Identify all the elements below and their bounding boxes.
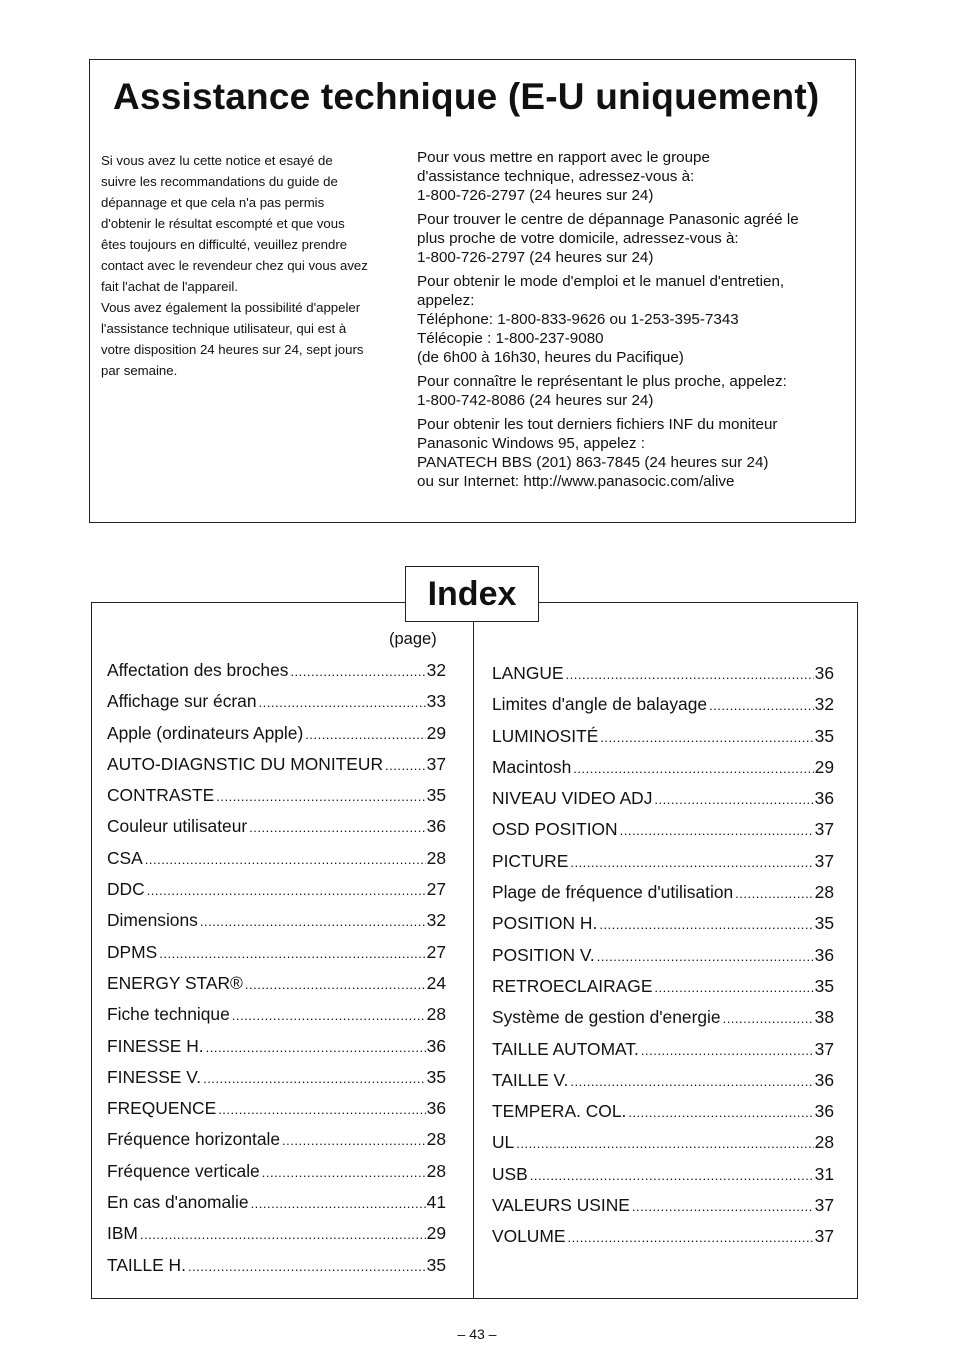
index-entry [107,1124,446,1155]
index-term: Fréquence verticale [107,1160,260,1181]
assistance-line: ou sur Internet: http://www.panasocic.com/alive [417,473,735,490]
dot-leader [573,753,813,783]
assistance-title: Assistance technique (E-U uniquement) [113,76,820,117]
dot-leader [206,1032,426,1062]
index-entry [107,1062,446,1093]
assistance-left-line: suivre les recommandations du guide de [101,174,338,189]
index-term: RETROECLAIRAGE [492,975,653,996]
assistance-paragraph [417,415,853,491]
dot-leader [147,875,426,905]
index-entry [492,1065,834,1096]
dot-leader [290,656,425,686]
dot-leader [530,1160,814,1190]
assistance-line: Pour vous mettre en rapport avec le groupe [417,149,710,166]
index-term: POSITION H. [492,913,598,934]
index-entry [492,846,834,877]
index-term: Macintosh [492,756,572,777]
index-page-number: 28 [814,882,834,903]
index-page-number: 36 [814,663,834,683]
dot-leader [723,1003,814,1033]
dot-leader [632,1191,814,1221]
assistance-paragraph [417,272,853,367]
dot-leader [282,1125,426,1155]
index-entry [492,689,834,720]
index-entry [492,940,834,971]
dot-leader [216,781,425,811]
index-entry [107,1250,446,1281]
index-term: USB [492,1163,528,1184]
index-entry [492,783,834,814]
index-page-number: 27 [426,879,446,900]
index-term: CSA [107,847,143,868]
index-term: CONTRASTE [107,785,215,806]
index-entry [492,1190,834,1221]
index-page-number: 36 [814,944,834,965]
assistance-line: Pour obtenir le mode d'emploi et le manuel d'entretien, [417,273,785,290]
index-term: FREQUENCE [107,1098,217,1119]
index-term: POSITION V. [492,944,595,965]
index-entry [107,937,446,968]
index-entry [492,721,834,752]
index-term: FINESSE V. [107,1066,202,1087]
index-title: Index [427,575,517,613]
index-page-label: (page) [389,630,437,648]
dot-leader [385,750,426,780]
index-term: TAILLE H. [107,1254,186,1275]
index-page-number: 37 [426,753,446,774]
index-term: VOLUME [492,1226,566,1247]
index-page-number: 37 [814,850,834,871]
index-entry [492,1096,834,1127]
dot-leader [203,1063,426,1093]
index-entry [492,1034,834,1065]
page-number: – 43 – [457,1326,497,1342]
index-term: DPMS [107,941,158,962]
index-entry [107,718,446,749]
index-page-number: 36 [814,1069,834,1090]
index-page-number: 29 [426,1223,446,1244]
index-page-number: 28 [426,1129,446,1150]
index-page-number: 35 [426,785,446,806]
index-term: Limites d'angle de balayage [492,694,708,715]
index-page-number: 33 [426,691,446,712]
assistance-line: 1-800-726-2797 (24 heures sur 24) [417,249,654,266]
assistance-right-text [417,148,853,496]
index-column-divider [473,622,474,1298]
dot-leader [145,844,426,874]
assistance-left-text [101,150,411,381]
assistance-left-line: l'assistance technique utilisateur, qui est à [101,321,347,336]
dot-leader [262,1157,426,1187]
dot-leader [597,941,814,971]
dot-leader [599,909,813,939]
assistance-line: Pour connaître le représentant le plus proche, appelez: [417,373,787,390]
index-term: Fréquence horizontale [107,1129,281,1150]
assistance-left-line: êtes toujours en difficulté, veuillez prendre [101,237,348,252]
dot-leader [641,1035,814,1065]
dot-leader [600,722,813,752]
assistance-line: appelez: [417,292,475,309]
index-term: TAILLE AUTOMAT. [492,1038,639,1059]
index-term: Fiche technique [107,1004,230,1025]
assistance-line: Panasonic Windows 95, appelez : [417,435,645,452]
dot-leader [628,1097,813,1127]
assistance-left-line: votre disposition 24 heures sur 24, sept jours [101,342,364,357]
index-entry [107,999,446,1030]
index-page-number: 36 [814,1101,834,1122]
index-entry [107,1218,446,1249]
assistance-line: 1-800-726-2797 (24 heures sur 24) [417,187,654,204]
dot-leader [620,815,814,845]
index-term: UL [492,1132,515,1153]
assistance-left-line: Si vous avez lu cette notice et esayé de [101,153,333,168]
index-entry [492,908,834,939]
index-page-number: 36 [814,788,834,809]
index-entry [492,971,834,1002]
index-page-number: 29 [426,722,446,743]
index-entry [492,658,834,689]
index-entry [107,749,446,780]
assistance-paragraph [417,372,853,410]
index-entry [107,1093,446,1124]
index-page-number: 36 [426,1035,446,1056]
dot-leader [654,784,813,814]
index-entry [492,1127,834,1158]
assistance-line: Téléphone: 1-800-833-9626 ou 1-253-395-7343 [417,311,739,328]
assistance-paragraph [417,210,853,267]
index-entry [492,1159,834,1190]
index-page-number: 32 [426,910,446,931]
index-term: OSD POSITION [492,819,618,840]
assistance-line: (de 6h00 à 16h30, heures du Pacifique) [417,349,684,366]
index-page-number: 37 [814,1226,834,1247]
index-page-number: 28 [426,1160,446,1181]
index-entry [492,814,834,845]
index-term: ENERGY STAR® [107,972,243,993]
index-term: En cas d'anomalie [107,1192,249,1213]
index-entry [107,1031,446,1062]
dot-leader [735,878,813,908]
dot-leader [570,1066,813,1096]
index-page-number: 29 [814,756,834,777]
index-page-number: 28 [814,1132,834,1153]
dot-leader [232,1000,426,1030]
assistance-left-line: fait l'achat de l'appareil. [101,279,238,294]
index-page-number: 37 [814,1038,834,1059]
index-page-number: 35 [426,1254,446,1275]
index-term: Plage de fréquence d'utilisation [492,882,734,903]
index-page-number: 27 [426,941,446,962]
index-entry [107,874,446,905]
index-left-list [107,655,446,1281]
assistance-line: PANATECH BBS (201) 863-7845 (24 heures sur 24) [417,454,769,471]
dot-leader [259,687,426,717]
dot-leader [516,1128,813,1158]
index-page-number: 35 [426,1066,446,1087]
index-entry [107,780,446,811]
dot-leader [570,847,813,877]
index-page-number: 35 [814,975,834,996]
index-term: TAILLE V. [492,1069,569,1090]
dot-leader [567,1222,813,1252]
index-page-number: 41 [426,1192,446,1213]
index-page-number: 37 [814,1195,834,1216]
assistance-line: 1-800-742-8086 (24 heures sur 24) [417,392,654,409]
dot-leader [140,1219,426,1249]
index-term: Système de gestion d'energie [492,1007,721,1028]
index-page-number: 35 [814,725,834,746]
index-page-number: 38 [814,1007,834,1028]
dot-leader [654,972,813,1002]
index-term: Couleur utilisateur [107,816,248,837]
assistance-line: d'assistance technique, adressez-vous à: [417,168,695,185]
index-entry [107,686,446,717]
index-term: IBM [107,1223,138,1244]
assistance-left-line: contact avec le revendeur chez qui vous avez [101,258,368,273]
dot-leader [188,1251,426,1281]
index-term: PICTURE [492,850,569,871]
index-entry [492,1002,834,1033]
dot-leader [218,1094,425,1124]
index-term: VALEURS USINE [492,1195,630,1216]
index-entry [107,843,446,874]
index-page-number: 36 [426,1098,446,1119]
index-term: Affichage sur écran [107,691,257,712]
index-entry [107,655,446,686]
dot-leader [159,938,425,968]
index-term: FINESSE H. [107,1035,204,1056]
assistance-line: plus proche de votre domicile, adressez-vous à: [417,230,739,247]
index-page-number: 32 [426,660,446,680]
assistance-box [89,59,856,523]
index-entry [107,968,446,999]
dot-leader [251,1188,426,1218]
index-page-number: 35 [814,913,834,934]
assistance-left-line: dépannage et que cela n'a pas permis [101,195,325,210]
index-entry [492,752,834,783]
index-page-number: 24 [426,972,446,993]
dot-leader [305,719,425,749]
index-entry [492,877,834,908]
dot-leader [200,906,426,936]
index-term: AUTO-DIAGNSTIC DU MONITEUR [107,753,383,774]
index-page-number: 37 [814,819,834,840]
index-entry [107,811,446,842]
index-term: DDC [107,879,145,900]
index-page-number: 31 [814,1163,834,1184]
index-entry [107,1156,446,1187]
dot-leader [249,812,425,842]
index-term: TEMPERA. COL. [492,1101,627,1122]
dot-leader [566,659,814,689]
assistance-left-line: Vous avez également la possibilité d'appeler [101,300,361,315]
index-entry [492,1221,834,1252]
index-page-number: 36 [426,816,446,837]
dot-leader [245,969,426,999]
index-term: Apple (ordinateurs Apple) [107,722,304,743]
index-term: LANGUE [492,663,564,683]
index-term: Dimensions [107,910,198,931]
index-term: Affectation des broches [107,660,289,680]
dot-leader [709,690,814,720]
index-page-number: 28 [426,1004,446,1025]
index-term: NIVEAU VIDEO ADJ [492,788,653,809]
index-term: LUMINOSITÉ [492,725,599,746]
index-right-list [492,658,834,1253]
index-entry [107,905,446,936]
assistance-line: Pour obtenir les tout derniers fichiers INF du moniteur [417,416,778,433]
assistance-line: Pour trouver le centre de dépannage Panasonic agréé le [417,211,799,228]
assistance-paragraph [417,148,853,205]
index-title-box [405,566,539,622]
assistance-left-line: d'obtenir le résultat escompté et que vous [101,216,345,231]
index-page-number: 32 [814,694,834,715]
index-entry [107,1187,446,1218]
assistance-left-line: par semaine. [101,363,178,378]
assistance-line: Télécopie : 1-800-237-9080 [417,330,604,347]
index-page-number: 28 [426,847,446,868]
